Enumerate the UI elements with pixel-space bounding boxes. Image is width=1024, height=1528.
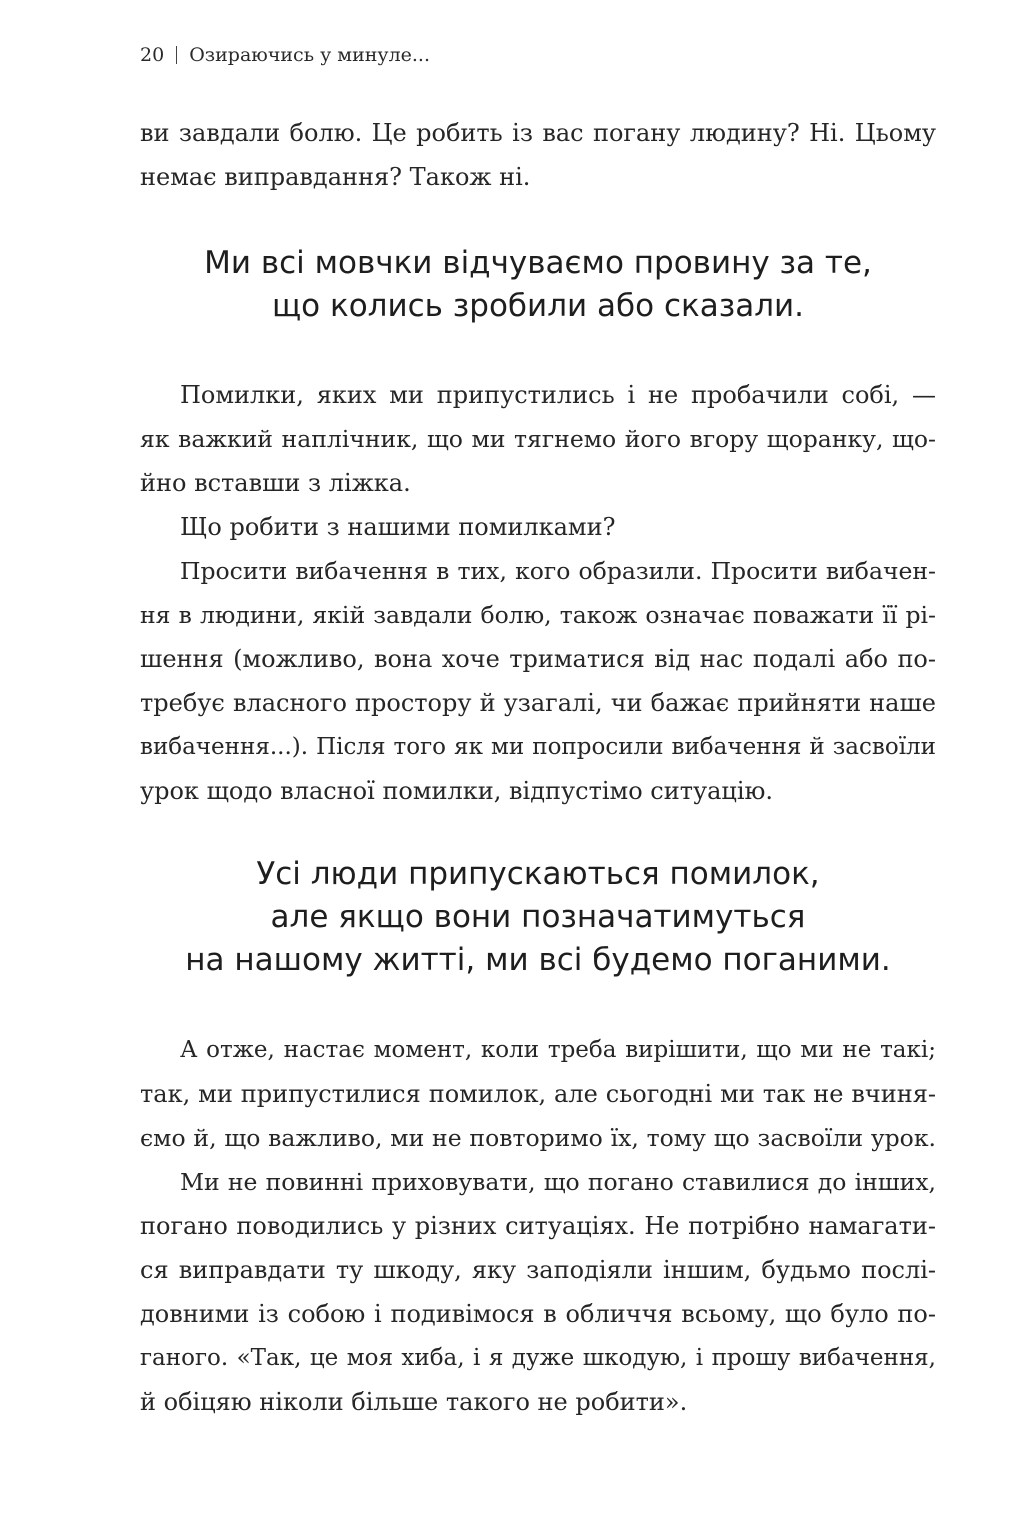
quote-line: але якщо вони позначатимуться xyxy=(270,899,806,935)
header-separator xyxy=(176,46,177,64)
text-line: ємо й, що важливо, ми не повторимо їх, тому що засвоїли урок. xyxy=(140,1124,936,1152)
text-line: ви завдали болю. Це робить із вас погану людину? Ні. Цьому xyxy=(140,119,936,147)
page-number: 20 xyxy=(140,44,165,66)
text-line: довними із собою і подивімося в обличчя всьому, що було по- xyxy=(140,1300,936,1328)
paragraph-6 xyxy=(140,1160,936,1424)
pull-quote-2 xyxy=(140,853,936,982)
quote-line: Ми всі мовчки відчуваємо провину за те, xyxy=(204,245,872,281)
paragraph-1 xyxy=(140,111,936,199)
quote-line: на нашому житті, ми всі будемо поганими. xyxy=(185,942,891,978)
pull-quote-1 xyxy=(140,242,936,328)
text-line: урок щодо власної помилки, відпустімо ситуацію. xyxy=(140,777,774,805)
text-line: вибачення...). Після того як ми попросили вибачення й засвоїли xyxy=(140,734,936,760)
text-line: як важкий наплічник, що ми тягнемо його вгору щоранку, що- xyxy=(140,425,936,453)
text-line: ня в людини, якій завдали болю, також означає поважати її рі- xyxy=(140,601,936,629)
running-title: Озираючись у минуле... xyxy=(189,44,431,66)
text-line: Ми не повинні приховувати, що погано ставилися до інших, xyxy=(180,1168,936,1196)
text-line: йно вставши з ліжка. xyxy=(140,469,411,497)
text-line: ся виправдати ту шкоду, яку заподіяли іншим, будьмо послі- xyxy=(140,1256,936,1284)
text-line: погано поводились у різних ситуаціях. Не потрібно намагати- xyxy=(140,1212,936,1240)
text-line: А отже, настає момент, коли треба вирішити, що ми не такі; xyxy=(180,1037,936,1063)
text-line: требує власного простору й узагалі, чи бажає прийняти наше xyxy=(140,689,936,717)
text-line: немає виправдання? Також ні. xyxy=(140,163,531,191)
quote-line: Усі люди припускаються помилок, xyxy=(256,856,820,892)
text-line: Помилки, яких ми припустились і не пробачили собі, — xyxy=(180,381,936,409)
text-line: Що робити з нашими помилками? xyxy=(180,513,616,541)
text-line: ганого. «Так, це моя хиба, і я дуже шкодую, і прошу вибачення, xyxy=(140,1345,936,1371)
paragraph-3 xyxy=(140,505,936,549)
text-line: Просити вибачення в тих, кого образили. Просити вибачен- xyxy=(180,557,936,585)
paragraph-2 xyxy=(140,373,936,505)
paragraph-4 xyxy=(140,549,936,813)
paragraph-5 xyxy=(140,1028,936,1160)
text-line: так, ми припустилися помилок, але сьогодні ми так не вчиня- xyxy=(140,1080,936,1108)
text-line: шення (можливо, вона хоче триматися від нас подалі або по- xyxy=(140,645,936,673)
text-line: й обіцяю ніколи більше такого не робити». xyxy=(140,1388,688,1416)
running-header xyxy=(140,44,430,66)
quote-line: що колись зробили або сказали. xyxy=(271,288,805,324)
